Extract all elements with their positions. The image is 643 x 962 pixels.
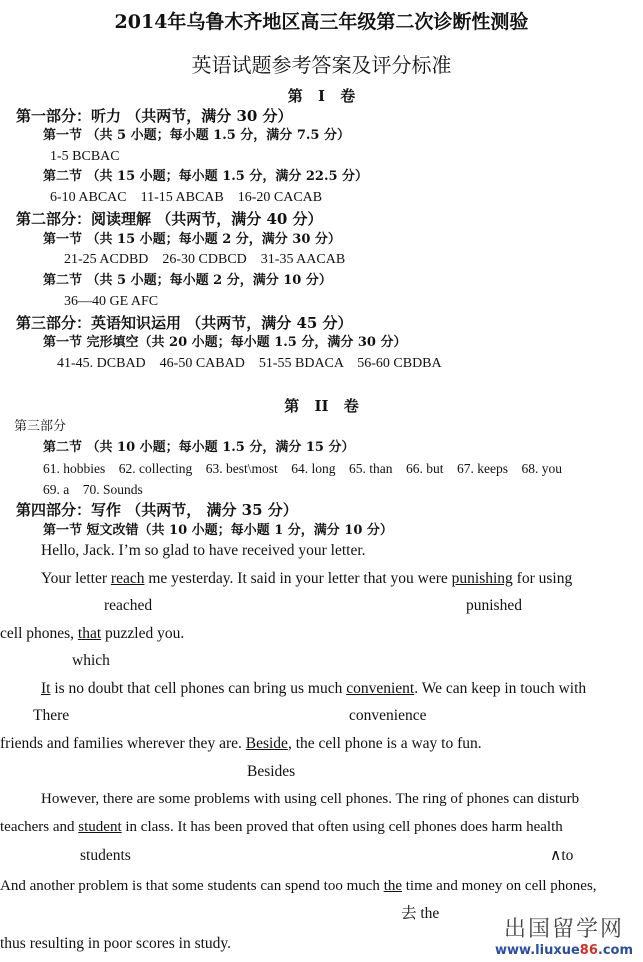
correction: There [33, 707, 70, 724]
part3b-answers-line2: 69. a 70. Sounds [43, 482, 143, 497]
error-word: the [383, 878, 403, 894]
part2-section1-answers: 21-25 ACDBD 26-30 CDBCD 31-35 AACAB [64, 252, 346, 267]
part2-section2-answers: 36—40 GE AFC [64, 294, 159, 309]
part1-section2-answers: 6-10 ABCAC 11-15 ABCAB 16-20 CACAB [50, 190, 323, 205]
correction: convenience [349, 707, 427, 724]
part1-section1-answers: 1-5 BCBAC [50, 149, 120, 164]
error-word: student [78, 819, 122, 835]
document-subtitle: 英语试题参考答案及评分标准 [191, 53, 452, 77]
essay-line: cell phones, that puzzled you. [0, 625, 185, 642]
part1-section1: 第一节 （共 5 小题；每小题 1.5 分，满分 7.5 分） [43, 128, 350, 143]
part1-section2: 第二节 （共 15 小题；每小题 1.5 分，满分 22.5 分） [43, 169, 369, 184]
essay-line: thus resulting in poor scores in study. [0, 935, 232, 952]
essay-line: However, there are some problems with using cell phones. The ring of phones can disturb [41, 791, 580, 807]
part4-heading: 第四部分：写作 （共两节， 满分 35 分） [16, 501, 298, 519]
part2-section2: 第二节 （共 5 小题；每小题 2 分，满分 10 分） [43, 273, 332, 288]
document-title: 2014年乌鲁木齐地区高三年级第二次诊断性测验 [114, 11, 529, 33]
error-word: punishing [451, 570, 513, 587]
volume-1-heading: 第 I 卷 [287, 87, 356, 105]
correction: 去 the [401, 905, 440, 922]
essay-line: Your letter reach me yesterday. It said in your letter that you were punishing for using [41, 570, 573, 587]
part1-heading: 第一部分：听力 （共两节，满分 30 分） [16, 107, 293, 125]
part4-section1: 第一节 短文改错（共 10 小题；每小题 1 分，满分 10 分） [43, 523, 393, 538]
watermark-logo: 出国留学网 www.liuxue86.com [495, 917, 633, 958]
correction: students [80, 847, 131, 864]
essay-line: And another problem is that some students can spend too much the time and money on cell phones, [0, 878, 597, 894]
part3-section1: 第一节 完形填空（共 20 小题；每小题 1.5 分，满分 30 分） [43, 335, 407, 350]
essay-line: friends and families wherever they are. Beside, the cell phone is a way to fun. [0, 735, 482, 752]
error-word: reach [110, 570, 145, 587]
error-word: convenient [346, 680, 415, 697]
correction: ∧to [550, 847, 574, 864]
error-word: that [77, 625, 102, 642]
essay-line: It is no doubt that cell phones can bring us much convenient. We can keep in touch with [41, 680, 587, 697]
part3-section1-answers: 41-45. DCBAD 46-50 CABAD 51-55 BDACA 56-60 CBDBA [57, 356, 442, 371]
part3b-answers-line1: 61. hobbies 62. collecting 63. best\most 64. long 65. than 66. but 67. keeps 68. you [43, 461, 562, 476]
part3b-section2: 第二节 （共 10 小题；每小题 1.5 分，满分 15 分） [43, 440, 355, 455]
part2-heading: 第二部分：阅读理解 （共两节，满分 40 分） [16, 210, 323, 228]
error-word: Beside [245, 735, 288, 752]
correction: punished [466, 597, 522, 614]
correction: which [72, 652, 110, 669]
essay-line: teachers and student in class. It has been proved that often using cell phones does harm health [0, 819, 563, 835]
correction: Besides [247, 763, 296, 780]
part3b-heading: 第三部分 [14, 419, 67, 434]
error-word: It [41, 680, 51, 697]
correction: reached [104, 597, 153, 614]
part2-section1: 第一节 （共 15 小题；每小题 2 分，满分 30 分） [43, 232, 341, 247]
volume-2-heading: 第 II 卷 [284, 397, 359, 415]
part3-heading: 第三部分：英语知识运用 （共两节，满分 45 分） [16, 314, 353, 332]
essay-line: Hello, Jack. I’m so glad to have received your letter. [41, 542, 366, 559]
